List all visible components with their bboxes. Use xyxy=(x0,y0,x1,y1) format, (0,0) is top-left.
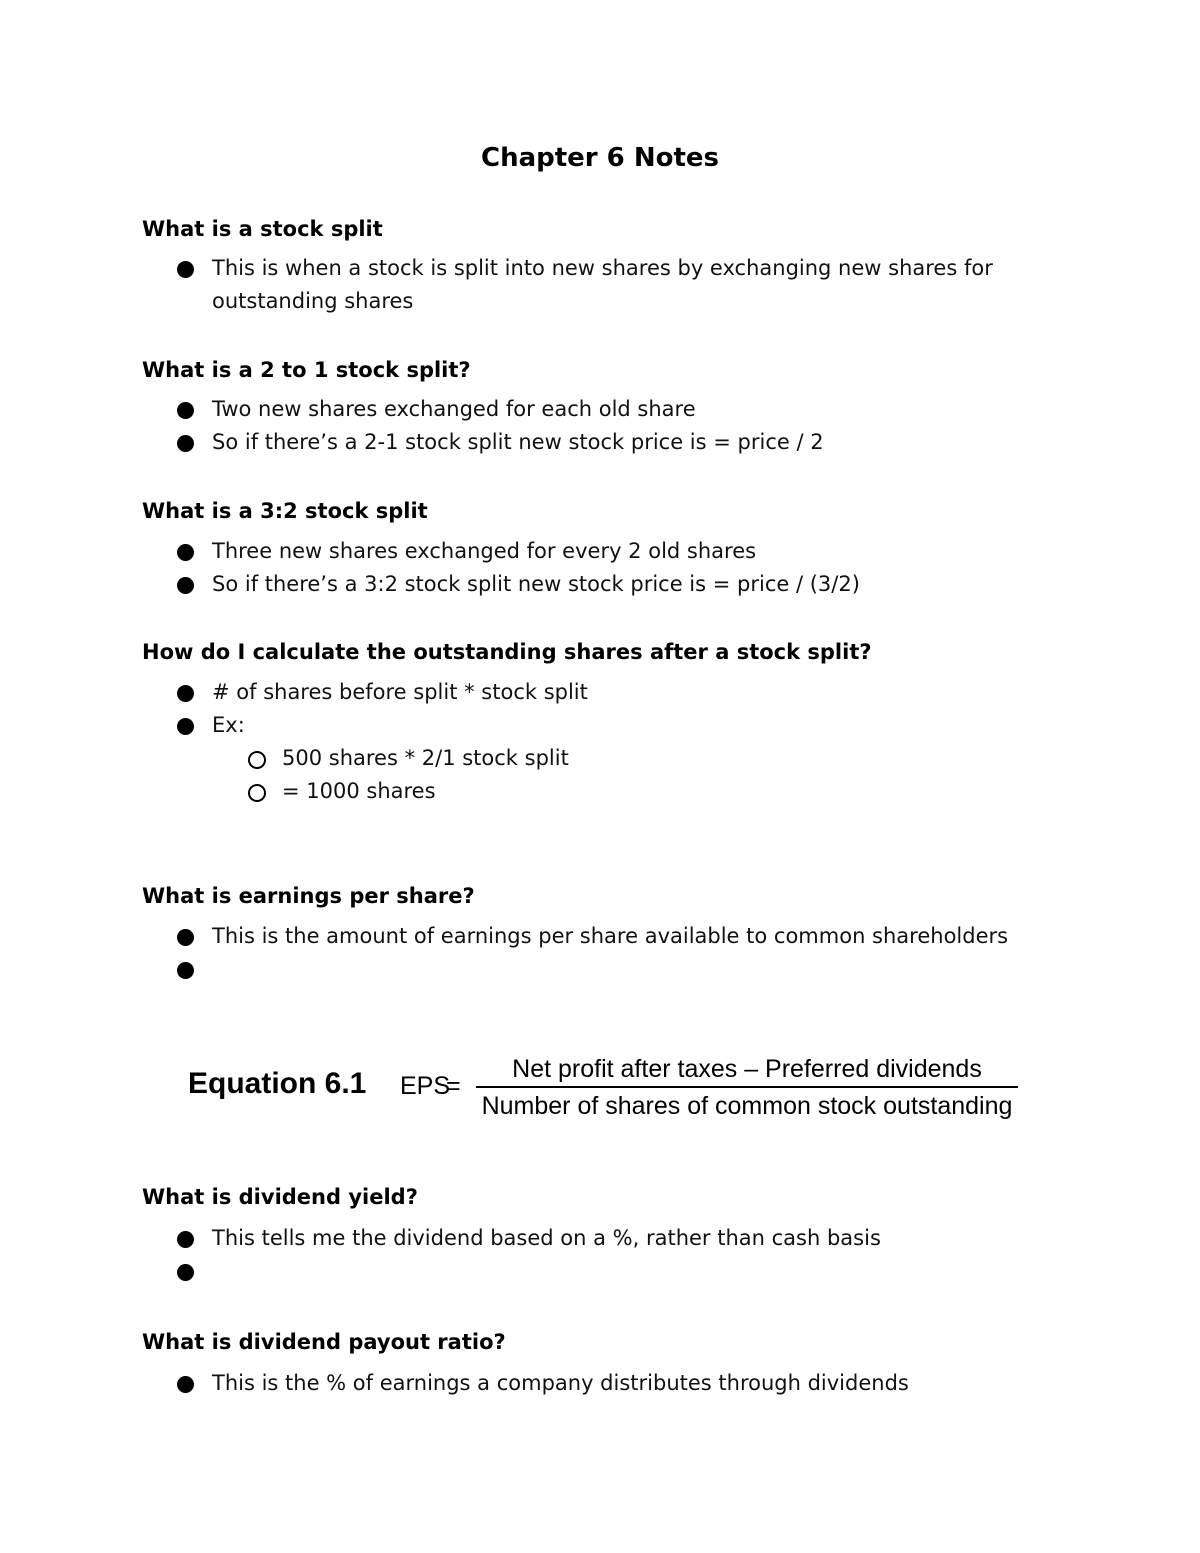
hollow-bullet-icon xyxy=(248,784,266,802)
list-item: This is the % of earnings a company distributes through dividends xyxy=(0,1367,1042,1400)
list-item: # of shares before split * stock split xyxy=(0,676,1042,709)
bullet-list xyxy=(0,676,1042,808)
bullet-icon xyxy=(177,1264,194,1281)
bullet-list xyxy=(0,535,1042,601)
page-title: Chapter 6 Notes xyxy=(481,143,719,173)
bullet-icon xyxy=(177,435,194,452)
sub-bullet-list xyxy=(212,742,1042,808)
bullet-icon xyxy=(177,718,194,735)
list-item: This is the amount of earnings per share available to common shareholders xyxy=(0,920,1042,953)
section-heading-3-2-split: What is a 3:2 stock split xyxy=(142,499,428,523)
bullet-list xyxy=(0,920,1042,953)
equation-label: Equation 6.1 xyxy=(188,1067,367,1100)
list-item: So if there’s a 3:2 stock split new stock price is = price / (3/2) xyxy=(0,568,1042,601)
bullet-icon xyxy=(177,685,194,702)
section-heading-dividend-yield: What is dividend yield? xyxy=(142,1185,418,1209)
bullet-list xyxy=(0,1222,1042,1255)
equation-lhs: EPS xyxy=(400,1072,451,1100)
bullet-list xyxy=(0,252,1042,318)
bullet-icon xyxy=(177,402,194,419)
bullet-icon xyxy=(177,929,194,946)
equation-equals-sign: = xyxy=(446,1072,461,1100)
section-heading-eps: What is earnings per share? xyxy=(142,884,475,908)
list-item: Two new shares exchanged for each old share xyxy=(0,393,1042,426)
fraction-bar xyxy=(476,1086,1018,1088)
bullet-icon xyxy=(177,544,194,561)
list-item: So if there’s a 2-1 stock split new stock price is = price / 2 xyxy=(0,426,1042,459)
list-item: Three new shares exchanged for every 2 old shares xyxy=(0,535,1042,568)
eps-equation xyxy=(188,1050,1028,1130)
list-item: This tells me the dividend based on a %, rather than cash basis xyxy=(0,1222,1042,1255)
bullet-list xyxy=(0,393,1042,459)
bullet-icon xyxy=(177,1376,194,1393)
sub-list-item: = 1000 shares xyxy=(0,775,1042,808)
list-item: Ex: 500 shares * 2/1 stock split = 1000 shares xyxy=(0,709,1042,808)
sub-list-item: 500 shares * 2/1 stock split xyxy=(0,742,1042,775)
section-heading-outstanding-shares: How do I calculate the outstanding shares after a stock split? xyxy=(142,640,872,664)
section-heading-stock-split: What is a stock split xyxy=(142,217,383,241)
section-heading-payout-ratio: What is dividend payout ratio? xyxy=(142,1330,506,1354)
bullet-icon xyxy=(177,1231,194,1248)
bullet-list xyxy=(0,1367,1042,1400)
bullet-icon xyxy=(177,962,194,979)
equation-numerator: Net profit after taxes – Preferred dividends xyxy=(512,1055,982,1083)
hollow-bullet-icon xyxy=(248,751,266,769)
equation-fraction xyxy=(476,1054,1018,1121)
equation-denominator: Number of shares of common stock outstanding xyxy=(481,1092,1013,1120)
bullet-icon xyxy=(177,261,194,278)
list-item: This is when a stock is split into new shares by exchanging new shares for outstanding shares xyxy=(0,252,1042,318)
section-heading-2-to-1-split: What is a 2 to 1 stock split? xyxy=(142,358,471,382)
bullet-icon xyxy=(177,577,194,594)
